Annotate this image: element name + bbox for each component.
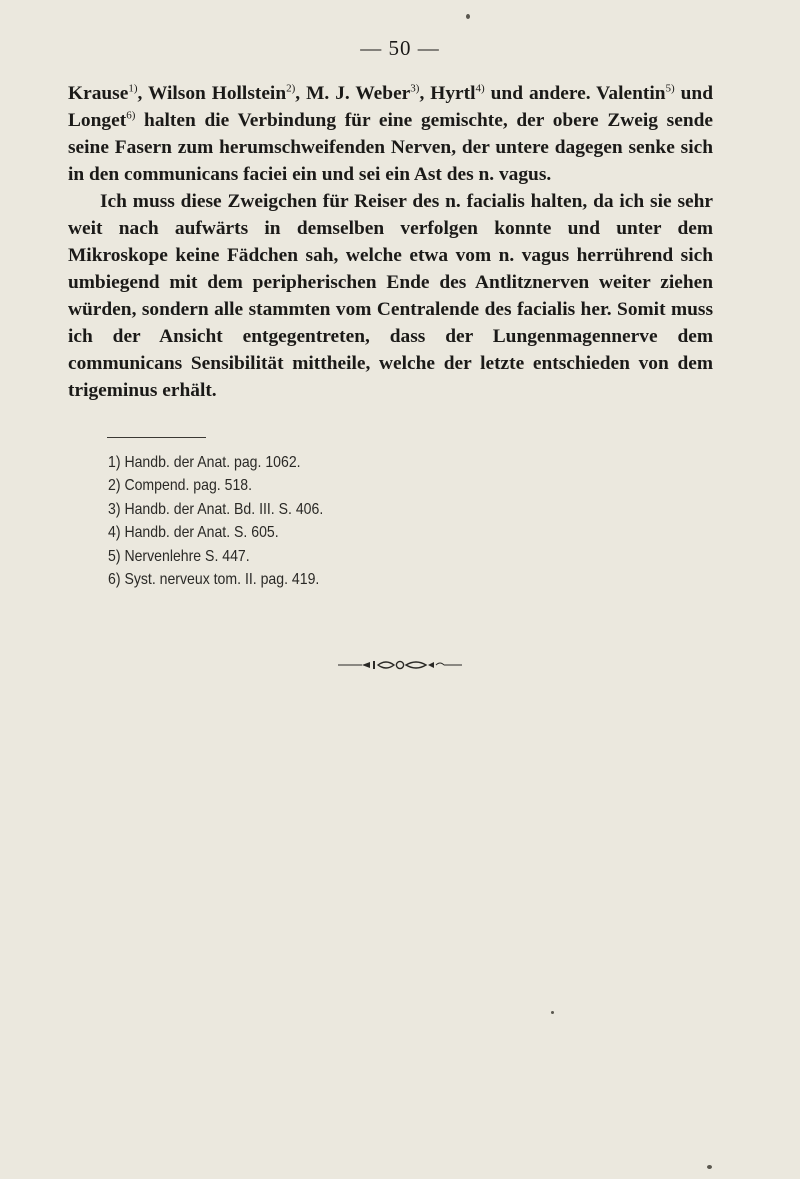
- footnote-item: [108, 568, 548, 591]
- paragraph-text: Krause: [68, 83, 129, 104]
- decorative-tailpiece-icon: [336, 658, 464, 672]
- footnote-number: 1): [108, 454, 121, 471]
- footnote-text: Syst. nerveux tom. II. pag. 419.: [120, 571, 320, 589]
- footnote-number: 4): [108, 524, 121, 542]
- paper-speck: [466, 14, 470, 19]
- paragraph-text: Ich muss diese Zweigchen für Reiser des n. facialis halten, da ich sie sehr weit nach aufwärts in demselben verfolgen konnte und unter dem Mikroskope keine Fädchen sah, welche etwa vom n. vagus herrührend sich umbiegend mit dem peripherischen Ende des Antlitznerven weiter ziehen würden, sondern alle stammten vom Centralende des facialis her. Somit muss ich der Ansicht entgegentreten, dass der Lungenmagennerve dem communicans Sensibilität mittheile, welche der letzte entschieden von dem trigeminus erhält.: [68, 191, 713, 401]
- paragraph: [68, 188, 713, 404]
- footnotes: [108, 451, 548, 591]
- footnote-reference: 1): [128, 82, 138, 95]
- footnote-number: 5): [108, 547, 121, 565]
- footnote-item: [108, 521, 548, 544]
- footnote-reference: 4): [475, 82, 485, 95]
- footnote-text: Handb. der Anat. pag. 1062.: [120, 454, 301, 471]
- footnote-text: Handb. der Anat. S. 605.: [120, 524, 279, 542]
- paragraph-text: , Wilson Hollstein: [137, 83, 287, 104]
- footnote-text: Compend. pag. 518.: [120, 477, 253, 495]
- footnote-reference: 5): [665, 82, 675, 95]
- paragraph: [68, 80, 713, 188]
- paragraph-text: , Hyrtl: [419, 83, 476, 104]
- paper-speck: [707, 1165, 712, 1169]
- footnote-item: [108, 451, 548, 474]
- paragraph-text: und Longet: [68, 83, 713, 131]
- footnote-number: 3): [108, 500, 121, 518]
- footnote-number: 6): [108, 571, 121, 589]
- paragraph-text: , M. J. Weber: [295, 83, 411, 104]
- footnote-reference: 3): [410, 82, 420, 95]
- footnote-text: Handb. der Anat. Bd. III. S. 406.: [120, 500, 324, 518]
- footnote-number: 2): [108, 477, 121, 495]
- paragraph-text: und andere. Valentin: [484, 83, 666, 104]
- footnote-reference: 6): [126, 109, 136, 122]
- body-text: [68, 80, 713, 404]
- footnote-item: [108, 545, 548, 568]
- footnote-item: [108, 474, 548, 497]
- paper-speck: [551, 1011, 554, 1014]
- footnote-item: [108, 498, 548, 521]
- footnote-text: Nervenlehre S. 447.: [120, 547, 250, 565]
- footnote-reference: 2): [286, 82, 296, 95]
- footnote-separator: [107, 437, 206, 438]
- page-number: — 50 —: [360, 36, 440, 60]
- paragraph-text: halten die Verbindung für eine gemischte, der obere Zweig sende seine Fasern zum herumschweifenden Nerven, der untere dagegen senke sich in den communicans faciei ein und sei ein Ast des n. vagus.: [68, 110, 713, 185]
